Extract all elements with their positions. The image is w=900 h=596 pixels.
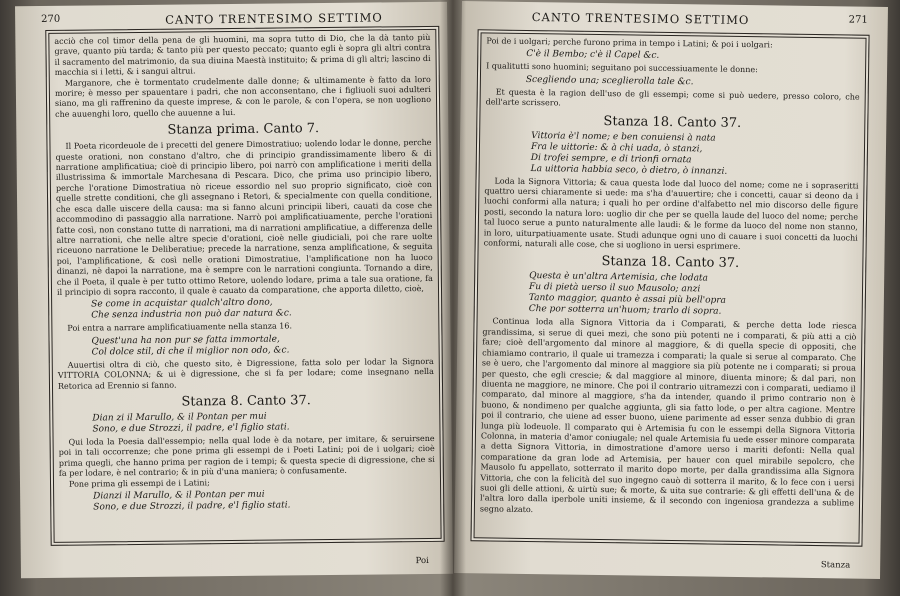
verse-line: Tanto maggior, quanto è assai più bell'opra xyxy=(528,293,727,307)
right-verse-1 xyxy=(485,130,860,179)
left-text-frame xyxy=(45,26,444,546)
right-intro-paragraph: Poi de i uolgari; perche furono prima in tempo i Latini; & poi i uolgari: xyxy=(486,36,773,50)
right-section1-paragraph: Loda la Signora Vittoria; & caua questa lode dal luoco del nome; come ne i sopraseritti quattro uersi chiaramente si uede: ma s'ha d'auuertire; che i concetti, cauar si deono da i luochi conformi alla natura; i quali ho per ordine d'alfabetto nel mio discorso delle figure posti, secondo la natura loro: uoglio dir che per se quella laude del luoco del nome; perche tal luoco serue a punto naturalmente alle laudi: & le forme da luoco del nome non stanno, in loro, uiturpatiuamente usate. Studi adunque ogni uno di cauare i suoi concetti da luochi conformi, naturali alle cose, che si uogliono in uersi esprimere. xyxy=(483,176,859,252)
right-page-number: 271 xyxy=(848,14,868,26)
verse-line: Dianzi il Marullo, & il Pontan per mui xyxy=(93,489,265,502)
verse-line: Sono, e due Strozzi, il padre, e'l figlio stati. xyxy=(92,422,290,435)
right-section-heading-1: Stanza 18. Canto 37. xyxy=(603,113,742,131)
right-page xyxy=(454,1,888,579)
left-page xyxy=(15,2,453,578)
verse-line: Vittoria è'l nome; e ben conuiensi à nata xyxy=(531,130,716,144)
right-running-title: CANTO TRENTESIMO SETTIMO xyxy=(531,10,750,28)
left-section1-paragraph: Il Poeta ricordeuole de i precetti del genere Dimostratiuo; uolendo lodar le donne, perche queste orationi, non constano d'altro, che di principio grandissimamente libero & di narratione amplificatiua; cioè di principio libero, poi narrò con amplificatione i meriti della illustrissima & immortale Marchesana di Pescara. Dico, che prima uso principio libero, perche l'oratione Dimostratiua nò riceue essordio nel suo proprio significato, cioè con quelle strette conditioni, che gli assegnano i Retori, & specialmente con quella conditione, che esca dalle uiscere della causa: ma si fanno alcuni principii liberi, cauati da cose che accommodino di passaggio alla narratione. Narrò poi amplificatiuamente, perche l'orationi fatte così, non constano tutte di narrationi, ma di narrationi amplificatiue, a differenza delle altre narrationi, che nelle altre specie d'orationi, cioè nelle giudiciali, poi che rare uolte riceuono narratione le Deliberatiue; precede la narratione, senza amplificatione, & seguita poi, l'amplificatione, & così nelle orationi Dimostratiue, l'amplificatione non ha luoco dinanzi, nè dapoi la narratione, ma è sempre con le narrationi congiunta. Tornando a dire, che il Poeta, il quale è per tutto ottimo Retore, uolendo lodare, prima a tale sua oratione, fa il principio di sopra racconto, il quale è cauato da comparatione, che apporta diletto, cioè, xyxy=(55,138,433,297)
left-verse-1 xyxy=(57,296,433,322)
left-mid-paragraph: Poi entra a narrare amplificatiuamente nella stanza 16. xyxy=(67,321,293,334)
verse-line: Di trofei sempre, e di trionfi ornata xyxy=(530,152,692,165)
right-section-heading-2: Stanza 18. Canto 37. xyxy=(601,254,740,272)
verse-line: Sono, e due Strozzi, il padre, e'l figlio stati. xyxy=(93,500,291,513)
verse-line: Dian zi il Marullo, & il Pontan per mui xyxy=(92,411,267,424)
verse-line: Scegliendo una; sceglierolla tale &c. xyxy=(525,74,694,88)
verse-line: Quest'una ha non pur se fatta immortale, xyxy=(91,334,280,347)
verse-line: Fra le uittorie: & à chi uada, ò stanzi, xyxy=(530,141,703,155)
verse-line: Se come in acquistar qualch'altro dono, xyxy=(91,297,273,310)
left-running-title: CANTO TRENTESIMO SETTIMO xyxy=(165,10,383,27)
book-gutter xyxy=(440,0,466,596)
verse-line: Fu di pietà uerso il suo Mausolo; anzi xyxy=(528,282,701,295)
right-section2-paragraph: Continua loda alla Signora Vittoria da i Comparati, & perche detta lode riesca grandissima, si serue di quei mezi, che sono più potenti ne i comparati, & più atti a ciò fare; cioè dell'argomento dal minore al maggiore, & di quella specie di oppositi, che chiamiamo contrario, il quale ui tramezza i comparati; la quale si serue al comparato. Che se è uero, che l'argomento dal minore al maggiore sia più potente ne i comparati; si proua per questo, che egli crescie; & dal maggiore al minore, diuenta minore; & dal pari, non diuenta ne maggiore, ne minore. Che poi il contrario uitramezzi con i comparati, uediamo il comparato, dal minore al maggiore, s'ha da intender, quando il primo contrario non è buono, & nondimeno per qualche aggiunta, gli sia fatto lode, o per altra cagione. Mentre poi il contrario, che uiene ad esser buono, uiene parimente ad esser senza dubbio di gran lunga più lodeuole. Il comparato qui è Artemisia fu con le essempi della Signora Vittoria Colonna, in materia d'amor coniugale; nel quale Artemisia fu uede esser minore comparata a detta Signora Vittoria, in dimostratione d'amore uerso i mariti defonti: Nella qual comparatione da gran lode ad Artemisia, per hauer con quel mirabile sepolcro, che Mausolo fu appellato, sotterrato il marito dopo morte, per dalla grandissima alla Signora Vittoria, che con la felicità del suo ingegno cauò di sotterra il marito, & lo fece con i uersi suoi gli delle attioni, & uirtù sue; & morte, & uita sue contrarie: & gli effetti dell'una & de l'altra loro dalla iperbole uniti insieme, & il secondo con ingeniosa grandezza a sublime segno alzato. xyxy=(479,316,857,514)
verse-line: Che senza industria non può dar natura &c. xyxy=(91,308,292,321)
right-middle-text: I qualitutti sono huomini; seguitano poi successiuamente le donne: xyxy=(486,61,758,75)
right-running-head xyxy=(462,9,888,31)
right-verse-2 xyxy=(483,271,858,320)
right-text-block xyxy=(480,36,861,541)
left-text-block xyxy=(54,33,435,541)
left-section-heading-1: Stanza prima. Canto 7. xyxy=(167,121,320,138)
left-digression-paragraph: Auuertisi oltra di ciò, che questo sito, è Digressione, fatta solo per lodar la Signora VITTORIA COLONNA; & ui è digressione, che si fa per lodare; come insegnano nella Retorica ad Erennio si fanno. xyxy=(57,356,434,391)
verse-line: La uittoria habbia seco, ò dietro, ò innanzi. xyxy=(530,163,728,177)
left-intro-paragraph-2: Marganore, che è tormentato crudelmente dalle donne; & ultimamente è fatto da loro morire; è messo per spauentare i padri, che non acconsentano, che i figliuoli suoi adulteri siano, ma gli raffrenino da queste imprese, & con le parole, & con l'opera, se non uogliono che auuenghi loro, quello che auuenne a lui. xyxy=(54,74,432,119)
right-closing-intro: Et questa è la ragion dell'uso de gli essempi; come si può uedere, presso coloro, che dell'arte scrissero. xyxy=(485,87,860,108)
left-section2-paragraph-1: Qui loda la Poesia dall'essempio; nella qual lode è da notare, per imitare, & seruirsene poi in tali occorrenze; che pone prima gli essempi de i Poeti Latini; poi de i uolgari; cioè prima quegli, che hanno prima per ragion de i tempi; & questa specie di digressione, che si fa per lodare, è nel contrario; & in più d'una maniera; ò confusamente. xyxy=(58,433,435,479)
verse-line: Col dolce stil, di che il miglior non odo, &c. xyxy=(91,345,290,358)
verse-line: Questa è un'altra Artemisia, che lodata xyxy=(529,271,709,284)
left-section2-paragraph-2: Pone prima gli essempi de i Latini; xyxy=(68,477,210,489)
right-text-frame xyxy=(470,29,869,546)
left-section-heading-2: Stanza 8. Canto 37. xyxy=(181,393,311,410)
left-verse-2 xyxy=(57,333,433,359)
left-verse-3 xyxy=(58,410,434,436)
verse-line: Che por sotterra un'huom; trarlo di sopra. xyxy=(528,304,722,318)
verse-line: C'è il Bembo; c'è il Capel &c. xyxy=(526,49,660,62)
right-catchword: Stanza xyxy=(820,560,851,571)
left-verse-4 xyxy=(59,488,435,514)
left-catchword: Poi xyxy=(415,555,429,567)
left-intro-paragraph-1: acciò che col timor della pena de gli huomini, ma sopra tutto di Dio, che la dà tanto più grave, quanto più tarda; & tanto più per questo peccato; quanto egli è sopra gli altri contra il sacramento del matrimonio, da sua diuina Maestà instituito; & prima di gli altri; lascino di macchia si i letti, & i sangui altrui. xyxy=(54,32,431,78)
left-page-number: 270 xyxy=(41,13,61,26)
